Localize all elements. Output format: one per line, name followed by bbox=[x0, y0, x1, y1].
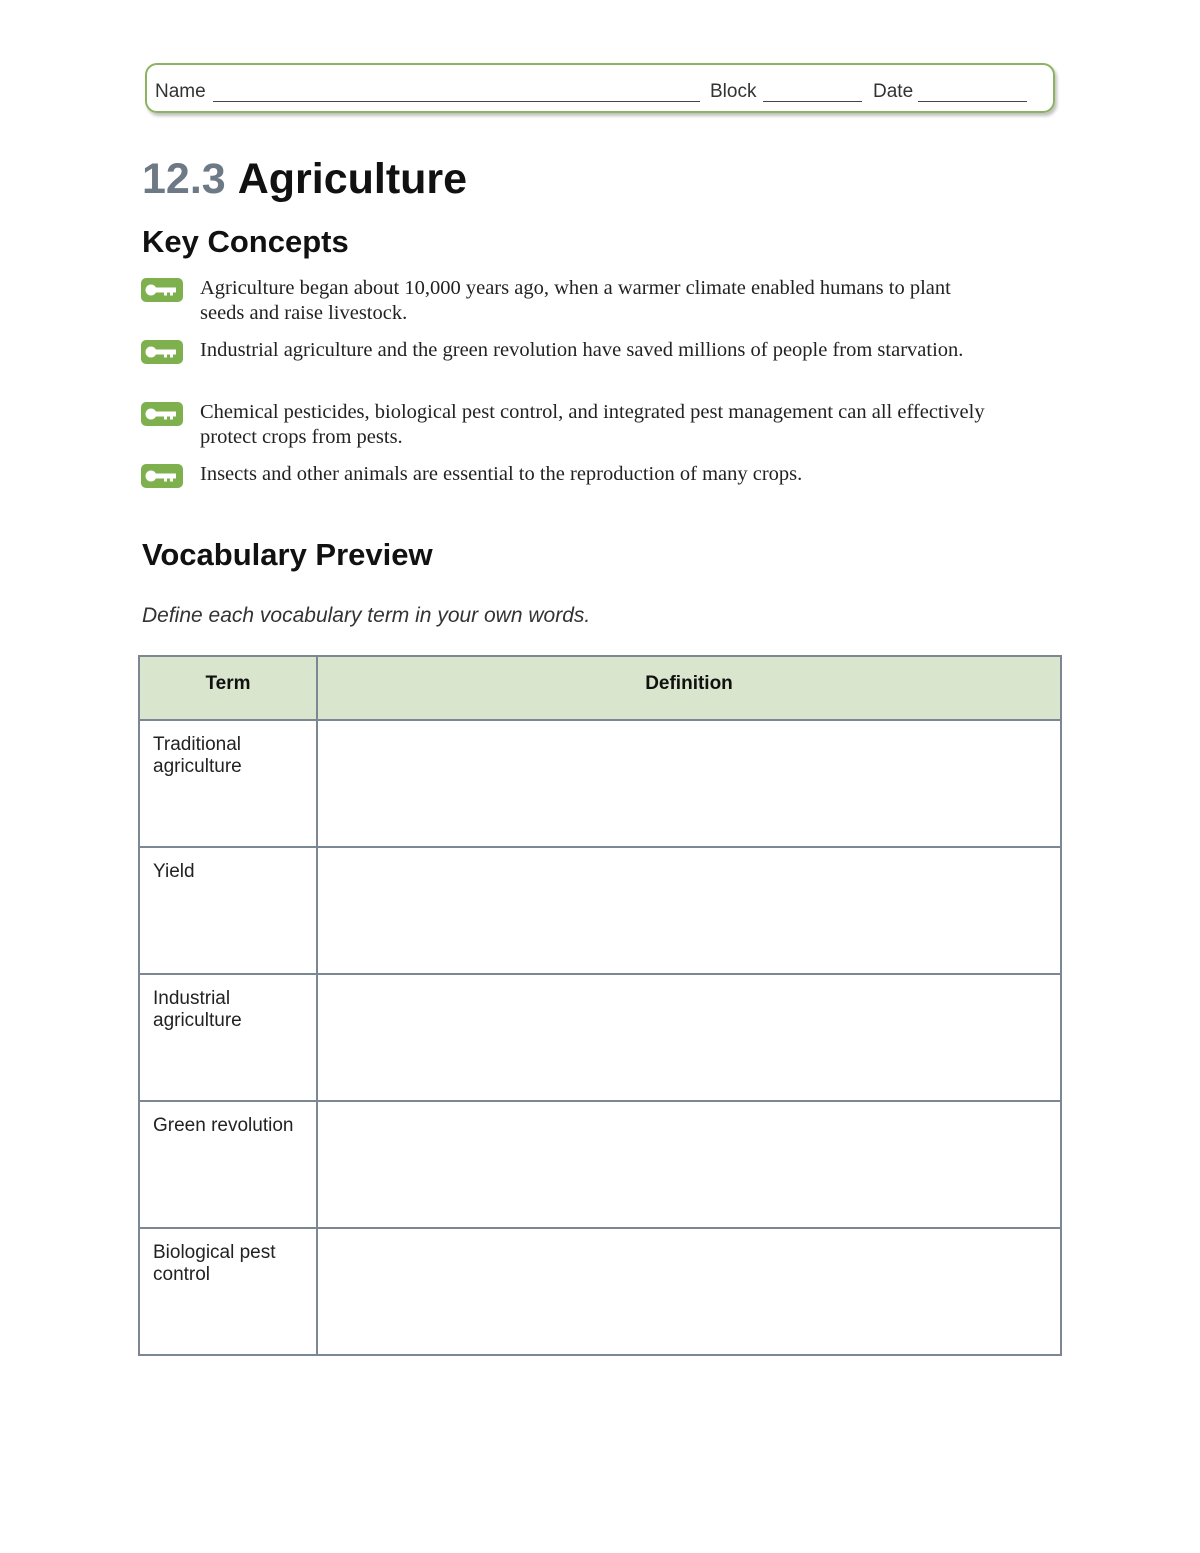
definition-cell[interactable] bbox=[317, 1228, 1061, 1355]
name-field[interactable] bbox=[213, 101, 700, 102]
key-concepts-heading: Key Concepts bbox=[142, 224, 349, 259]
vocabulary-heading: Vocabulary Preview bbox=[142, 537, 433, 572]
block-field[interactable] bbox=[763, 101, 862, 102]
name-label: Name bbox=[155, 81, 206, 102]
date-label: Date bbox=[873, 81, 914, 102]
definition-cell[interactable] bbox=[317, 847, 1061, 974]
table-row bbox=[139, 720, 1061, 847]
term-cell: Green revolution bbox=[139, 1101, 317, 1228]
key-icon bbox=[140, 401, 184, 427]
block-label: Block bbox=[710, 81, 757, 102]
term-cell: Industrial agriculture bbox=[139, 974, 317, 1101]
date-field[interactable] bbox=[918, 101, 1027, 102]
key-icon bbox=[140, 339, 184, 365]
table-row bbox=[139, 1228, 1061, 1355]
definition-cell[interactable] bbox=[317, 974, 1061, 1101]
term-cell: Biological pest control bbox=[139, 1228, 317, 1355]
definition-column-header: Definition bbox=[317, 656, 1061, 720]
definition-cell[interactable] bbox=[317, 720, 1061, 847]
key-icon bbox=[140, 277, 184, 303]
term-column-header: Term bbox=[139, 656, 317, 720]
term-cell: Yield bbox=[139, 847, 317, 974]
table-row bbox=[139, 847, 1061, 974]
table-row bbox=[139, 974, 1061, 1101]
term-cell: Traditional agriculture bbox=[139, 720, 317, 847]
table-header-row bbox=[139, 656, 1061, 720]
student-info-box bbox=[145, 63, 1055, 113]
key-concept-text: Industrial agriculture and the green revolution have saved millions of people from starvation. bbox=[200, 339, 964, 361]
key-concept-text: Insects and other animals are essential to the reproduction of many crops. bbox=[200, 463, 803, 485]
vocabulary-instruction: Define each vocabulary term in your own words. bbox=[142, 604, 591, 627]
key-concept-text: Agriculture began about 10,000 years ago, when a warmer climate enabled humans to plant seeds and raise livestock. bbox=[200, 277, 951, 324]
definition-cell[interactable] bbox=[317, 1101, 1061, 1228]
table-row bbox=[139, 1101, 1061, 1228]
vocabulary-table bbox=[138, 655, 1062, 1356]
key-icon bbox=[140, 463, 184, 489]
page-title bbox=[142, 153, 467, 205]
section-title: Agriculture bbox=[237, 155, 468, 203]
key-concept-text: Chemical pesticides, biological pest control, and integrated pest management can all effectively protect crops from pests. bbox=[200, 401, 985, 448]
section-number: 12.3 bbox=[142, 155, 226, 203]
